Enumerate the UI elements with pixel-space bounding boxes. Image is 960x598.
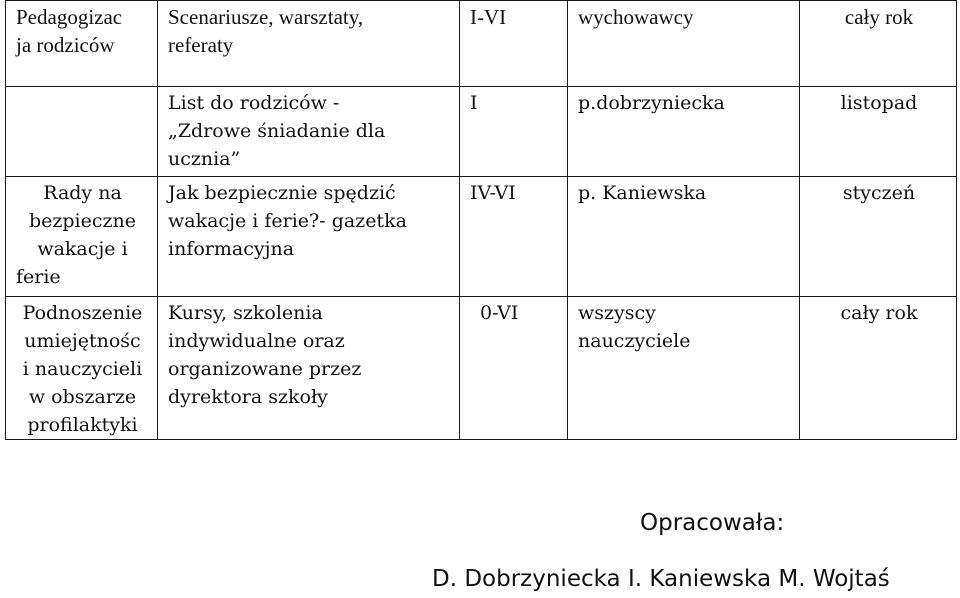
tasks-cell xyxy=(158,177,460,297)
classes-value: 0-VI xyxy=(480,302,519,324)
area-line: wakacje i xyxy=(37,238,128,260)
deadline-value: listopad xyxy=(840,92,918,114)
area-line: umiejętnośc xyxy=(24,330,141,352)
task-line: wakacje i ferie?- gazetka xyxy=(168,210,407,232)
area-cell xyxy=(6,87,158,177)
task-line: organizowane przez xyxy=(168,358,362,380)
deadline-value: styczeń xyxy=(842,182,916,204)
area-line: Rady na xyxy=(43,182,122,204)
table-row xyxy=(6,87,957,177)
area-line: Pedagogizac xyxy=(16,5,123,29)
task-line: List do rodziców - xyxy=(168,92,340,114)
area-line: Podnoszenie xyxy=(22,302,143,324)
activity-plan-table xyxy=(5,0,957,440)
responsible-value: p. Kaniewska xyxy=(578,182,707,204)
classes-value: I-VI xyxy=(470,5,507,29)
responsible-cell xyxy=(568,297,800,440)
task-line: indywidualne oraz xyxy=(168,330,345,352)
area-cell xyxy=(6,1,158,87)
task-line: informacyjna xyxy=(168,238,295,260)
area-line: ja rodziców xyxy=(16,33,115,57)
area-cell xyxy=(6,177,158,297)
area-line: bezpieczne xyxy=(28,210,137,232)
area-line: ferie xyxy=(16,266,61,288)
task-line: dyrektora szkoły xyxy=(168,386,328,408)
task-line: ucznia” xyxy=(168,148,241,170)
task-line: Kursy, szkolenia xyxy=(168,302,323,324)
prepared-by-label: Opracowała: xyxy=(640,510,785,536)
deadline-value: cały rok xyxy=(844,5,914,29)
tasks-cell xyxy=(158,1,460,87)
area-line: profilaktyki xyxy=(27,414,138,436)
table-row xyxy=(6,177,957,297)
task-line: Scenariusze, warsztaty, xyxy=(168,5,364,29)
classes-cell xyxy=(460,87,568,177)
deadline-cell xyxy=(800,177,957,297)
classes-value: I xyxy=(470,92,478,114)
responsible-line: wszyscy xyxy=(578,302,656,324)
task-line: referaty xyxy=(168,33,234,57)
task-line: Jak bezpiecznie spędzić xyxy=(168,182,396,204)
responsible-value: wychowawcy xyxy=(578,5,694,29)
table-row xyxy=(6,297,957,440)
classes-cell xyxy=(460,1,568,87)
responsible-cell xyxy=(568,177,800,297)
deadline-cell xyxy=(800,297,957,440)
classes-value: IV-VI xyxy=(470,182,516,204)
task-line: „Zdrowe śniadanie dla xyxy=(168,120,386,142)
responsible-line: nauczyciele xyxy=(578,330,691,352)
deadline-cell xyxy=(800,87,957,177)
classes-cell xyxy=(460,177,568,297)
tasks-cell xyxy=(158,87,460,177)
authors-line: D. Dobrzyniecka I. Kaniewska M. Wojtaś xyxy=(432,566,890,592)
area-line: w obszarze xyxy=(28,386,137,408)
classes-cell xyxy=(460,297,568,440)
responsible-cell xyxy=(568,1,800,87)
responsible-cell xyxy=(568,87,800,177)
area-line: i nauczycieli xyxy=(22,358,143,380)
tasks-cell xyxy=(158,297,460,440)
table-row xyxy=(6,1,957,87)
area-cell xyxy=(6,297,158,440)
deadline-cell xyxy=(800,1,957,87)
responsible-value: p.dobrzyniecka xyxy=(578,92,725,114)
deadline-value: cały rok xyxy=(840,302,918,324)
